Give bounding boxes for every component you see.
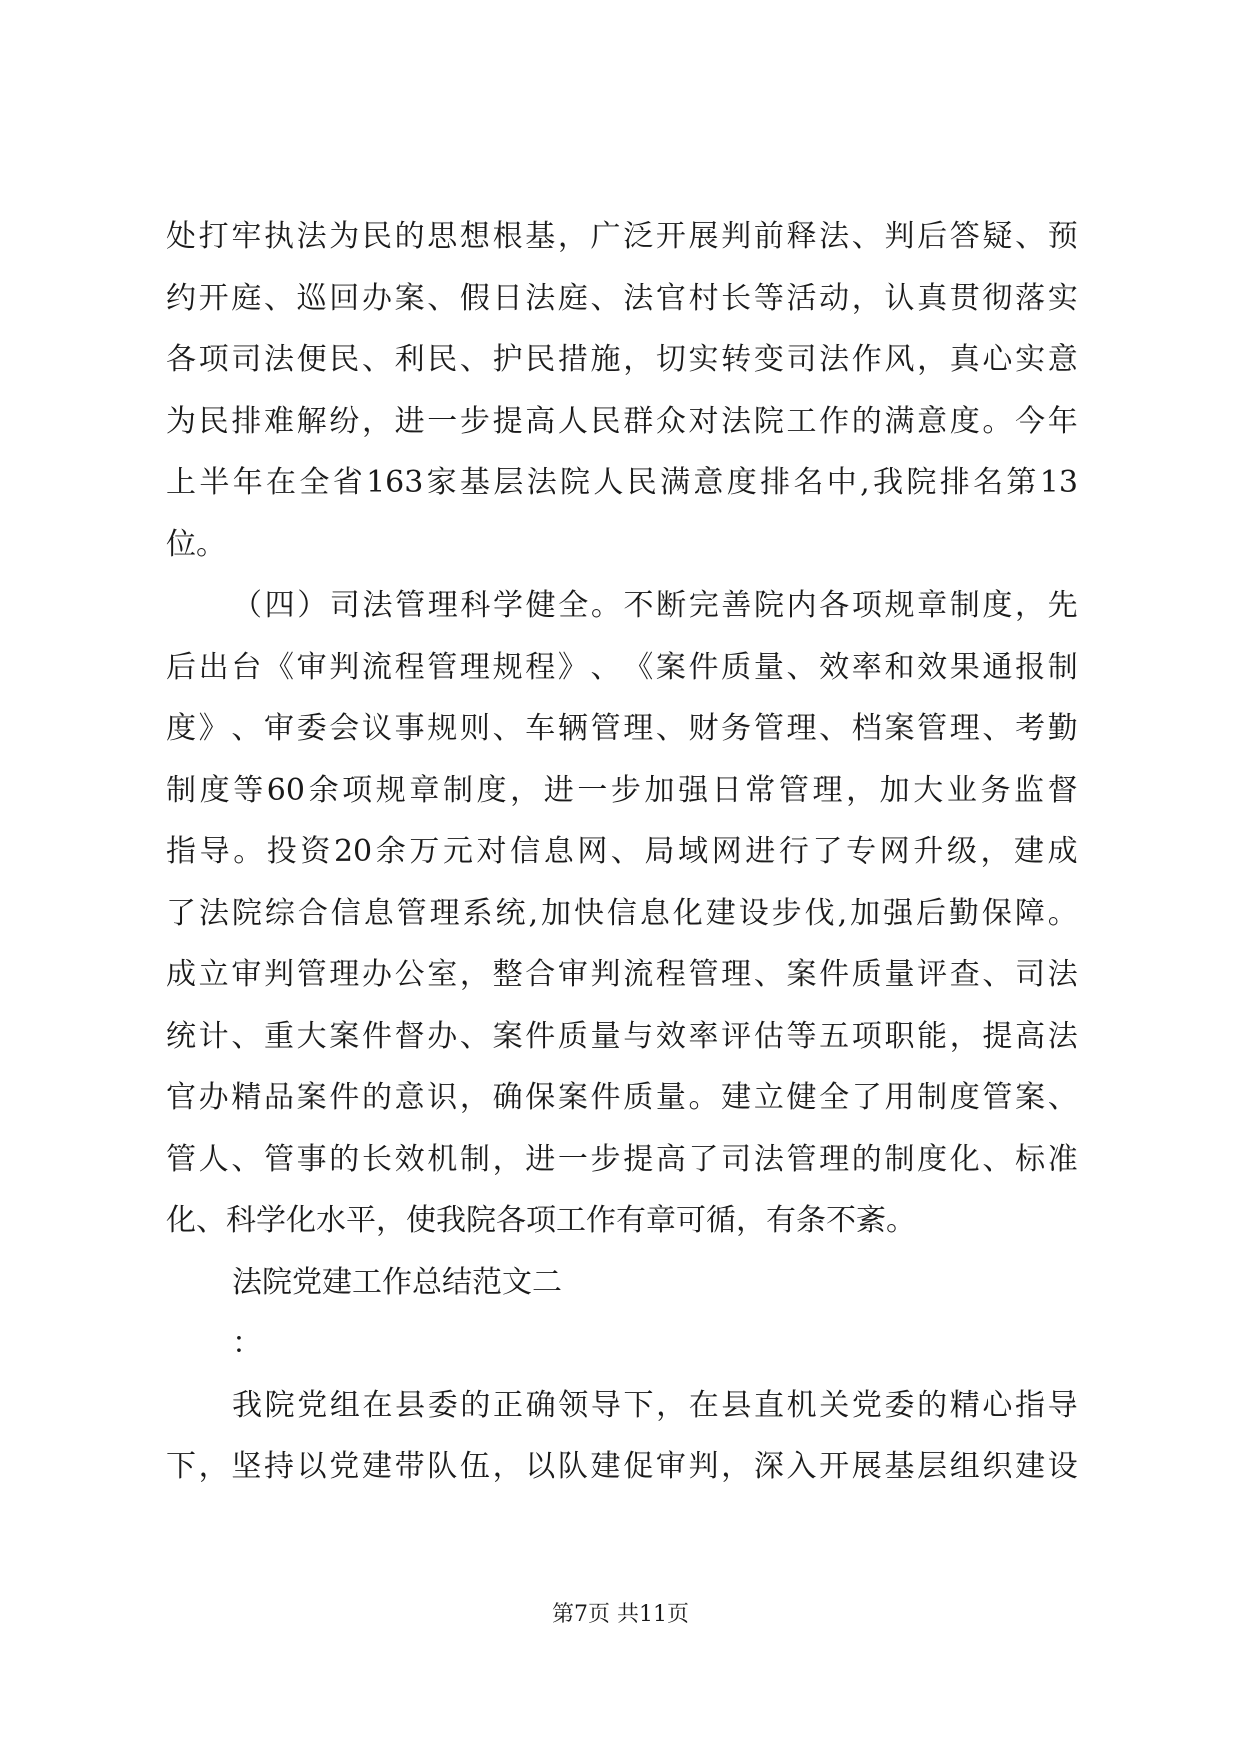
text-line: 处 打 牢 执 法 为 民 的 思 想 根 基 ， 广 泛 开 展 判 前 释 法 、 判 后 答 疑 、 预: [166, 219, 1078, 254]
document-subtitle: 法院党建工作总结范文二: [232, 1264, 562, 1300]
text-line: 了 法 院 综 合 信 息 管 理 系 统 , 加 快 信 息 化 建 设 步 伐 , 加 强 后 勤 保 障 。: [166, 895, 1078, 931]
text-line: 位。: [166, 526, 226, 562]
text-line: 我 院 党 组 在 县 委 的 正 确 领 导 下 ， 在 县 直 机 关 党 委 的 精 心 指 导: [232, 1387, 1078, 1423]
text-line: 成 立 审 判 管 理 办 公 室 ， 整 合 审 判 流 程 管 理 、 案 件 质 量 评 查 、 司 法: [166, 957, 1078, 992]
text-line: 统 计 、 重 大 案 件 督 办 、 案 件 质 量 与 效 率 评 估 等 五 项 职 能 ， 提 高 法: [166, 1018, 1078, 1054]
text-line: 后 出 台 《 审 判 流 程 管 理 规 程 》 、 《 案 件 质 量 、 效 率 和 效 果 通 报 制: [166, 649, 1078, 685]
text-line: 上 半 年 在 全 省 163 家 基 层 法 院 人 民 满 意 度 排 名 中 , 我 院 排 名 第 13: [166, 465, 1078, 500]
document-body: [166, 206, 1078, 1498]
text-line: 官 办 精 品 案 件 的 意 识 ， 确 保 案 件 质 量 。 建 立 健 全 了 用 制 度 管 案 、: [166, 1080, 1078, 1115]
text-line: 化、科学化水平，使我院各项工作有章可循，有条不紊。: [166, 1203, 916, 1238]
page-number-footer: 第7页 共11页: [552, 1602, 689, 1627]
text-line: 约 开 庭 、 巡 回 办 案 、 假 日 法 庭 、 法 官 村 长 等 活 动 ， 认 真 贯 彻 落 实: [166, 280, 1078, 316]
text-line: 为 民 排 难 解 纷 ， 进 一 步 提 高 人 民 群 众 对 法 院 工 作 的 满 意 度 。 今 年: [166, 403, 1078, 439]
text-line: 管 人 、 管 事 的 长 效 机 制 ， 进 一 步 提 高 了 司 法 管 理 的 制 度 化 、 标 准: [166, 1141, 1078, 1177]
section-heading-line: （ 四 ） 司 法 管 理 科 学 健 全 。 不 断 完 善 院 内 各 项 规 章 制 度 ， 先: [232, 588, 1078, 623]
text-line: 各 项 司 法 便 民 、 利 民 、 护 民 措 施 ， 切 实 转 变 司 法 作 风 ， 真 心 实 意: [166, 342, 1078, 377]
colon-line: ：: [232, 1326, 262, 1361]
text-line: 下 ， 坚 持 以 党 建 带 队 伍 ， 以 队 建 促 审 判 ， 深 入 开 展 基 层 组 织 建 设: [166, 1449, 1078, 1484]
text-line: 制 度 等 60 余 项 规 章 制 度 ， 进 一 步 加 强 日 常 管 理 ， 加 大 业 务 监 督: [166, 772, 1078, 808]
text-line: 指 导 。 投 资 20 余 万 元 对 信 息 网 、 局 域 网 进 行 了 专 网 升 级 ， 建 成: [166, 834, 1078, 869]
text-line: 度 》 、 审 委 会 议 事 规 则 、 车 辆 管 理 、 财 务 管 理 、 档 案 管 理 、 考 勤: [166, 711, 1078, 746]
